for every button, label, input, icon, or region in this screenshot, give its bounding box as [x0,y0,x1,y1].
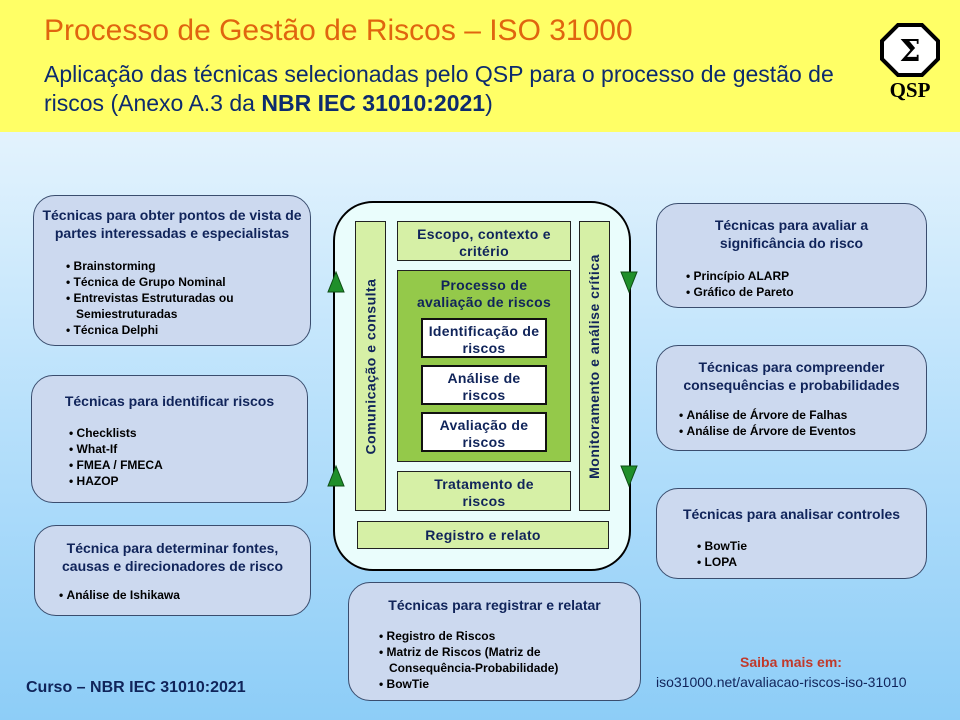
treatment-label: Tratamento de riscos [434,476,534,509]
evaluation-label: Avaliação de riscos [439,417,529,450]
list-item: • BowTie [697,538,926,554]
list-item: • Análise de Árvore de Falhas [679,407,926,423]
assessment-label: Processo de avaliação de riscos [416,277,552,310]
analysis-label: Análise de riscos [447,370,521,403]
reference-link[interactable]: iso31000.net/avaliacao-riscos-iso-31010 [656,674,907,690]
box-title: Técnica para determinar fontes, causas e direcionadores de risco [62,540,283,574]
list-item: • Checklists [69,425,307,441]
monitoring-label: Monitoramento e análise crítica [586,253,603,479]
subtitle-standard: NBR IEC 31010:2021 [261,90,486,116]
learn-more-label: Saiba mais em: [740,654,842,670]
communication-label: Comunicação e consulta [362,278,378,454]
page-title: Processo de Gestão de Riscos – ISO 31000 [44,14,633,47]
list-item: • Gráfico de Pareto [686,284,926,300]
list-item: • Análise de Ishikawa [59,587,310,603]
logo-text: QSP [889,78,931,102]
list-item: • HAZOP [69,473,307,489]
box-title: Técnicas para avaliar a significância do risco [714,217,869,251]
arrow-up-icon [328,272,344,292]
recording-label: Registro e relato [425,527,541,543]
list-item: • BowTie [379,676,640,692]
list-item: • Análise de Árvore de Eventos [679,423,926,439]
arrow-down-icon [621,272,637,292]
box-title: Técnicas para analisar controles [682,506,901,522]
list-item: • Princípio ALARP [686,268,926,284]
logo-symbol: Σ [899,34,921,69]
list-item: • Entrevistas Estruturadas ou [66,290,310,306]
course-label: Curso – NBR IEC 31010:2021 [26,679,246,696]
list-item: • Técnica de Grupo Nominal [66,274,310,290]
list-item: • FMEA / FMECA [69,457,307,473]
list-item: Semiestruturadas [76,307,178,321]
identification-label: Identificação de riscos [428,323,540,356]
scope-label: Escopo, contexto e critério [417,226,551,259]
list-item: • Matriz de Riscos (Matriz de [379,644,640,660]
subtitle-close: ) [485,90,493,116]
box-title: Técnicas para obter pontos de vista de partes interessadas e especialistas [42,207,302,241]
box-title: Técnicas para registrar e relatar [388,597,601,613]
list-item: • Técnica Delphi [66,322,310,338]
box-title: Técnicas para compreender consequências e probabilidades [683,359,900,393]
list-item: Consequência-Probabilidade) [389,661,559,675]
subtitle-text: Aplicação das técnicas selecionadas pelo QSP para o processo de gestão de riscos (Anexo A.3 da [44,61,834,116]
list-item: • LOPA [697,554,926,570]
list-item: • Registro de Riscos [379,628,640,644]
box-title: Técnicas para identificar riscos [64,393,275,409]
list-item: • Brainstorming [66,258,310,274]
arrow-down-icon [621,466,637,486]
list-item: • What-If [69,441,307,457]
arrow-up-icon [328,466,344,486]
